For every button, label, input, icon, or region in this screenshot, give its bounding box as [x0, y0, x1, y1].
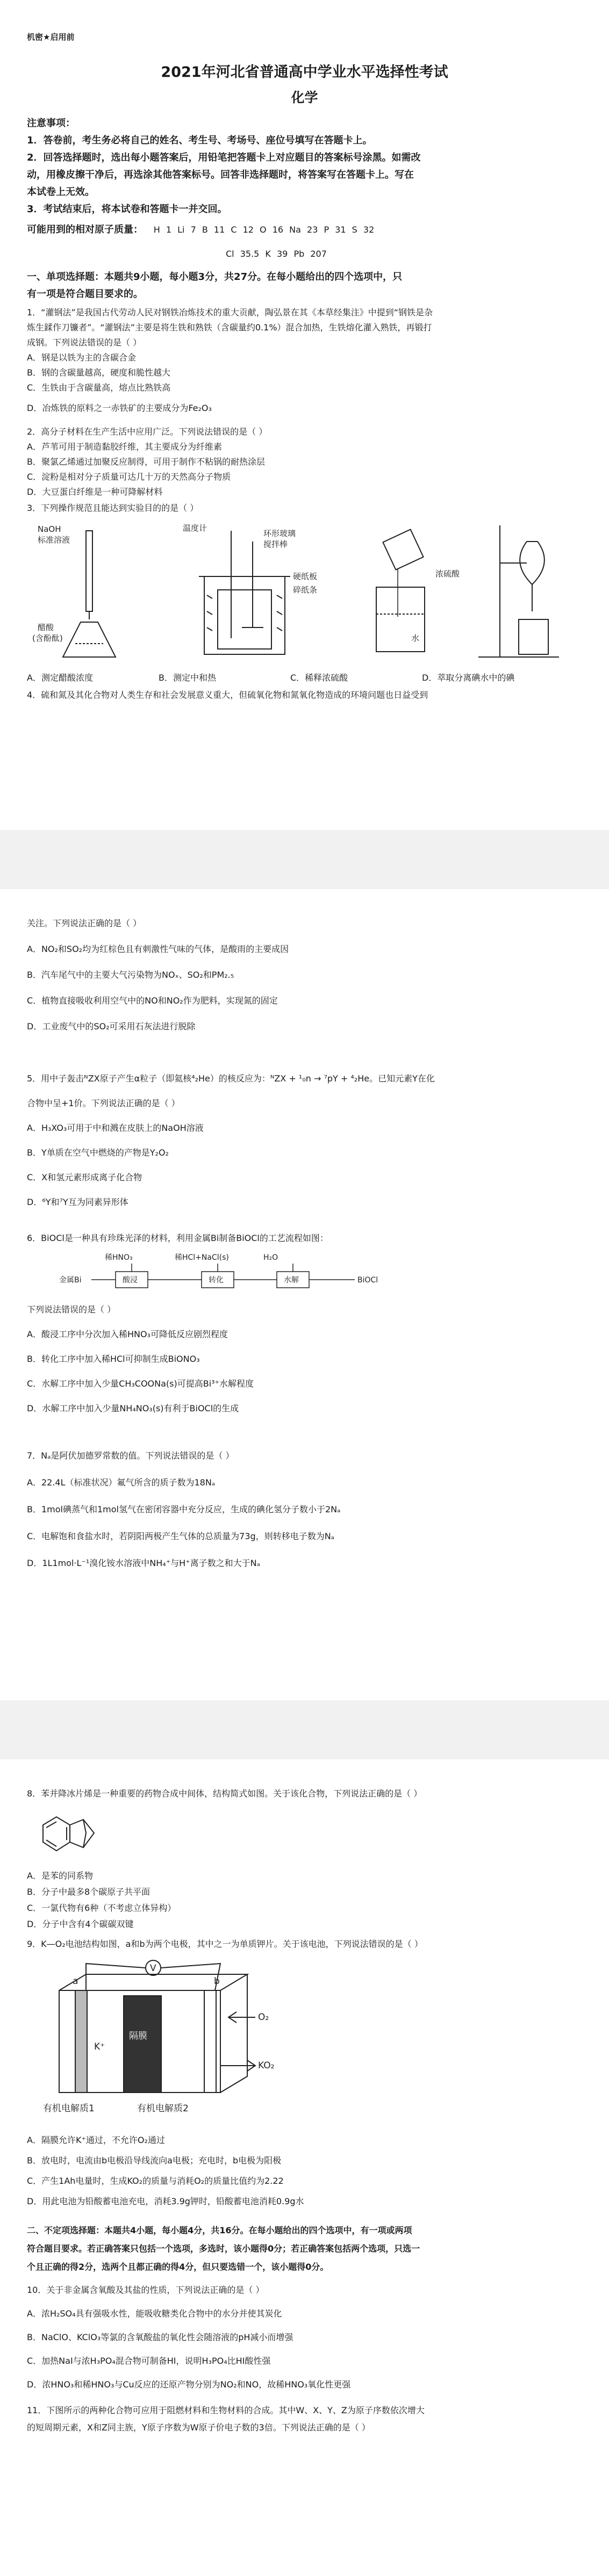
- option-line: A．是苯的同系物: [27, 1871, 93, 1881]
- receiving-beaker-icon: [519, 619, 548, 654]
- question-4: [0, 911, 609, 1040]
- option-line: D．分子中含有4个碳碳双键: [27, 1919, 134, 1929]
- question-line: 10．关于非金属含氧酸及其盐的性质，下列说法正确的是（ ）: [27, 2285, 264, 2295]
- question-7: [0, 1442, 609, 1577]
- flow-end-label: BiOCl: [357, 1276, 378, 1285]
- option-line: A．芦苇可用于制造黏胶纤维，其主要成分为纤维素: [27, 442, 222, 452]
- question-11: [0, 2402, 609, 2436]
- question-line: 的短周期元素，X和Z同主族，Y原子序数为W原子价电子数的3倍。下列说法正确的是（ ）: [27, 2422, 370, 2433]
- question-1: [0, 305, 609, 416]
- exam-page-1: [0, 0, 609, 830]
- gas-label: O₂: [258, 2012, 269, 2023]
- fig-label: NaOH: [38, 524, 61, 534]
- option-line: D．⁶Y和⁷Y互为同素异形体: [27, 1197, 128, 1207]
- question-line: 1．“灌钢法”是我国古代劳动人民对钢铁冶炼技术的重大贡献，陶弘景在其《本草经集注》中提到“钢铁是杂: [27, 307, 433, 318]
- option-line: A．H₃XO₃可用于中和溅在皮肤上的NaOH溶液: [27, 1123, 204, 1133]
- option-line: A．浓H₂SO₄具有强吸水性，能吸收糖类化合物中的水分并使其炭化: [27, 2308, 282, 2319]
- question-line: 7．Nₐ是阿伏加德罗常数的值。下列说法错误的是（ ）: [27, 1451, 234, 1461]
- option-line: C．淀粉是相对分子质量可达几十万的天然高分子物质: [27, 472, 231, 482]
- question-9-heading: 9．K—O₂电池结构如图，a和b为两个电极，其中之一为单质钾片。关于该电池，下列说法错误的是（ ）: [27, 1939, 423, 1949]
- option-line: D．萃取分离碘水中的碘: [422, 673, 515, 683]
- question-6-heading: 6．BiOCl是一种具有珍珠光泽的材料，利用金属Bi制备BiOCl的工艺流程如图：: [27, 1233, 328, 1243]
- o2-inlet-arrow-icon: [228, 2012, 255, 2023]
- exam-page-2: [0, 889, 609, 1700]
- option-line: D．大豆蛋白纤维是一种可降解材料: [27, 487, 163, 497]
- option-line: C．电解饱和食盐水时，若阴阳两极产生气体的总质量为73g，则转移电子数为Nₐ: [27, 1531, 334, 1541]
- section2-heading-line: 符合题目要求。若正确答案只包括一个选项，多选时，该小题得0分；若正确答案包括两个选项，只选一: [27, 2243, 420, 2254]
- atomic-mass-values-1: H 1 Li 7 B 11 C 12 O 16 Na 23 P 31 S 32: [153, 225, 375, 235]
- option-line: D．用此电池为铅酸蓄电池充电，消耗3.9g钾时，铅酸蓄电池消耗0.9g水: [27, 2196, 304, 2206]
- benzonorbornene-structure-figure: [32, 1809, 102, 1863]
- question-line: 2．高分子材料在生产生活中应用广泛。下列说法错误的是（ ）: [27, 427, 268, 437]
- atomic-mass-row: [0, 221, 609, 239]
- question-4-start: 4．硫和氮及其化合物对人类生存和社会发展意义重大，但硫氧化物和氮氧化物造成的环境问题也日益受到: [27, 690, 428, 700]
- option-line: C．产生1Ah电量时，生成KO₂的质量与消耗O₂的质量比值约为2.22: [27, 2176, 284, 2186]
- fig-label: 环形玻璃: [263, 529, 296, 538]
- section2-heading-line: 二、不定项选择题：本题共4小题，每小题4分，共16分。在每小题给出的四个选项中，有一项或两项: [27, 2225, 412, 2235]
- experiment-apparatus-figure: [27, 520, 581, 665]
- option-line: D．冶炼铁的原料之一赤铁矿的主要成分为Fe₂O₃: [27, 403, 212, 413]
- question-3-options: [0, 670, 609, 686]
- product-label: KO₂: [258, 2060, 275, 2071]
- option-line: B．聚氯乙烯通过加聚反应制得，可用于制作不粘锅的耐热涂层: [27, 457, 265, 467]
- option-line: C．加热NaI与浓H₃PO₄混合物可制备HI，说明H₃PO₄比HI酸性强: [27, 2356, 271, 2366]
- secret-mark: 机密★启用前: [27, 32, 75, 42]
- membrane-icon: [124, 1996, 161, 2092]
- fig-label: 硬纸板: [293, 572, 318, 581]
- question-line: 11．下图所示的两种化合物可应用于阻燃材料和生物材料的合成。其中W、X、Y、Z为原子序数依次增大: [27, 2405, 425, 2415]
- question-8-heading: 8．苯并降冰片烯是一种重要的药物合成中间体，结构简式如图。关于该化合物，下列说法正确的是（ ）: [27, 1788, 422, 1799]
- option-line: B．测定中和热: [159, 673, 216, 683]
- flow-reagent-label: 稀HNO₃: [105, 1253, 133, 1262]
- electrode-a-icon: [75, 1990, 87, 2092]
- option-line: A．隔膜允许K⁺通过，不允许O₂通过: [27, 2135, 165, 2145]
- option-line: B．NaClO、KClO₃等氯的含氧酸盐的氧化性会随溶液的pH减小而增强: [27, 2332, 293, 2342]
- option-line: B．放电时，电流由b电极沿导线流向a电极；充电时，b电极为阳极: [27, 2155, 282, 2166]
- flow-step-label: 水解: [284, 1276, 299, 1285]
- question-line: 炼生鍒作刀镰者”。“灌钢法”主要是将生铁和熟铁（含碳量约0.1%）混合加热，生铁熔化灌入熟铁，再锻打: [27, 322, 432, 333]
- option-line: B．1mol碘蒸气和1mol氢气在密闭容器中充分反应，生成的碘化氢分子数小于2Nₐ: [27, 1504, 341, 1514]
- option-line: A．钢是以铁为主的含碳合金: [27, 352, 136, 363]
- acid-bottle-icon: [376, 522, 431, 578]
- notice-list: [0, 132, 609, 218]
- question-line: 关注。下列说法正确的是（ ）: [27, 918, 142, 928]
- flow-step-label: 酸浸: [123, 1276, 138, 1285]
- question-line: 5．用中子轰击ᴺZX原子产生α粒子（即氦核⁴₂He）的核反应为：ᴺZX + ¹₀n → ⁷pY + ⁴₂He。已知元素Y在化: [27, 1073, 435, 1084]
- option-line: A．测定醋酸浓度: [27, 673, 93, 683]
- question-line: 下列说法错误的是（ ）: [27, 1304, 116, 1315]
- option-line: B．汽车尾气中的主要大气污染物为NOₓ、SO₂和PM₂.₅: [27, 970, 234, 980]
- membrane-label: 隔膜: [129, 2031, 147, 2041]
- option-line: D．1L1mol·L⁻¹溴化铵水溶液中NH₄⁺与H⁺离子数之和大于Nₐ: [27, 1558, 260, 1568]
- option-line: C．植物直接吸收利用空气中的NO和NO₂作为肥料，实现氮的固定: [27, 995, 278, 1006]
- option-line: C．生铁由于含碳量高，熔点比熟铁高: [27, 383, 171, 393]
- question-8-options: [0, 1868, 609, 1932]
- option-line: D．工业废气中的SO₂可采用石灰法进行脱除: [27, 1021, 196, 1031]
- process-flow-figure: [59, 1250, 403, 1293]
- notice-heading: 注意事项：: [27, 118, 75, 129]
- section2-heading: [0, 2221, 609, 2276]
- fig-label: (含酚酞): [32, 633, 63, 643]
- option-line: A．酸浸工序中分次加入稀HNO₃可降低反应剧烈程度: [27, 1329, 228, 1339]
- voltmeter-label: V: [150, 1963, 156, 1974]
- option-line: B．分子中最多8个碳原子共平面: [27, 1887, 151, 1897]
- question-line: 成钢。下列说法错误的是（ ）: [27, 337, 142, 348]
- exam-page-3: [0, 1759, 609, 2576]
- question-9-options: [0, 2130, 609, 2212]
- fig-label: 碎纸条: [293, 585, 318, 595]
- page-gap: [0, 830, 609, 889]
- electrode-b-icon: [204, 1990, 216, 2092]
- ko2-outlet-arrow-icon: [220, 2060, 255, 2071]
- flow-reagent-label: H₂O: [263, 1253, 278, 1262]
- option-line: C．一氯代物有6种（不考虑立体异构）: [27, 1903, 176, 1913]
- atomic-mass-heading: 可能用到的相对原子质量：: [27, 224, 143, 235]
- stirrer-icon: [242, 542, 263, 627]
- section1-heading-line: 一、单项选择题：本题共9小题，每小题3分，共27分。在每小题给出的四个选项中，只: [27, 271, 403, 283]
- option-line: B．Y单质在空气中燃烧的产物是Y₂O₂: [27, 1148, 169, 1158]
- question-10: [0, 2278, 609, 2397]
- page-gap: [0, 1700, 609, 1759]
- fig-label: 浓硫酸: [435, 569, 460, 579]
- electrolyte-1-label: 有机电解质1: [43, 2103, 95, 2114]
- option-line: D．浓HNO₃和稀HNO₃与Cu反应的还原产物分别为NO₂和NO，故稀HNO₃氧化性更强: [27, 2379, 351, 2390]
- exam-title: 2021年河北省普通高中学业水平选择性考试: [161, 64, 448, 81]
- ion-label: K⁺: [94, 2041, 105, 2052]
- section1-heading-line: 有一项是符合题目要求的。: [27, 288, 143, 300]
- flow-reagent-label: 稀HCl+NaCl(s): [175, 1253, 229, 1262]
- notice-line: 1．答卷前，考生务必将自己的姓名、考生号、考场号、座位号填写在答题卡上。: [27, 135, 372, 146]
- option-line: A．22.4L（标准状况）氟气所含的质子数为18Nₐ: [27, 1477, 216, 1488]
- notice-line: 本试卷上无效。: [27, 186, 95, 198]
- question-6: [0, 1297, 609, 1421]
- section2-heading-line: 个且正确的得2分，选两个且都正确的得4分，但只要选错一个，该小题得0分。: [27, 2262, 329, 2272]
- flow-step-label: 转化: [209, 1276, 224, 1285]
- option-line: A．NO₂和SO₂均为红棕色且有刺激性气味的气体，是酸雨的主要成因: [27, 944, 289, 954]
- notice-line: 动，用橡皮擦干净后，再选涂其他答案标号。回答非选择题时，将答案写在答题卡上。写在: [27, 169, 414, 181]
- electrolyte-2-label: 有机电解质2: [137, 2103, 189, 2114]
- option-line: C．水解工序中加入少量CH₃COONa(s)可提高Bi³⁺水解程度: [27, 1379, 254, 1389]
- electrode-a-label: a: [73, 1976, 78, 1987]
- fig-label: 标准溶液: [38, 535, 70, 545]
- calorimeter-inner-icon: [218, 590, 271, 649]
- question-2: [0, 424, 609, 500]
- option-line: B．钢的含碳量越高，硬度和脆性越大: [27, 367, 170, 378]
- calorimeter-outer-icon: [204, 576, 285, 654]
- atomic-mass-values-2: Cl 35.5 K 39 Pb 207: [226, 249, 327, 259]
- question-line: 合物中呈+1价。下列说法正确的是（ ）: [27, 1098, 180, 1108]
- fig-label: 搅拌棒: [263, 539, 288, 549]
- fig-label: 水: [411, 633, 420, 643]
- question-5: [0, 1066, 609, 1215]
- conical-flask-icon: [63, 622, 116, 657]
- option-line: D．水解工序中加入少量NH₄NO₃(s)有利于BiOCl的生成: [27, 1403, 239, 1413]
- notice-line: 3．考试结束后，将本试卷和答题卡一并交回。: [27, 204, 227, 215]
- burette-icon: [86, 531, 92, 611]
- fig-label: 醋酸: [38, 623, 54, 632]
- fig-label: 温度计: [183, 523, 207, 533]
- section1-heading: [0, 269, 609, 303]
- flow-start-label: 金属Bi: [59, 1276, 82, 1285]
- option-line: C．X和氢元素形成离子化合物: [27, 1172, 142, 1182]
- question-3: 3．下列操作规范且能达到实验目的的是（ ）: [27, 503, 199, 513]
- notice-line: 2．回答选择题时，选出每小题答案后，用铅笔把答题卡上对应题目的答案标号涂黑。如需改: [27, 152, 421, 163]
- electrode-b-label: b: [214, 1976, 220, 1987]
- option-line: C．稀释浓硫酸: [290, 673, 348, 683]
- option-line: B．转化工序中加入稀HCl可抑制生成BiONO₃: [27, 1354, 200, 1364]
- exam-subject: 化学: [291, 90, 318, 105]
- k-o2-battery-figure: [43, 1958, 280, 2119]
